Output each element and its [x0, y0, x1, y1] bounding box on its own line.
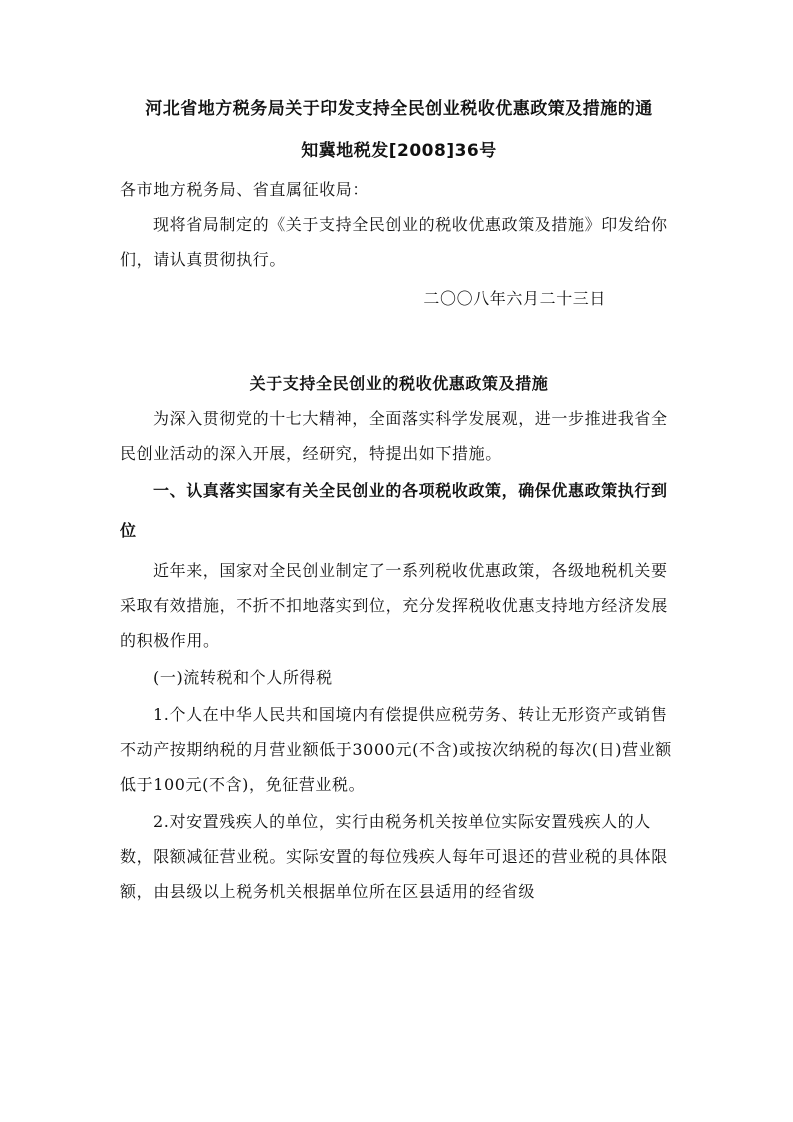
- issue-date: 二〇〇八年六月二十三日: [423, 289, 606, 308]
- subsection-1-heading: (一)流转税和个人所得税: [153, 668, 333, 687]
- document-title: [120, 88, 678, 172]
- intro-paragraph: 现将省局制定的《关于支持全民创业的税收优惠政策及措施》印发给你们，请认真贯彻执行。: [120, 215, 668, 269]
- preamble-paragraph: 为深入贯彻党的十七大精神，全面落实科学发展观，进一步推进我省全民创业活动的深入开展，经研究，特提出如下措施。: [120, 409, 668, 463]
- policy-subtitle: 关于支持全民创业的税收优惠政策及措施: [249, 374, 549, 393]
- document-title-line-1: 河北省地方税务局关于印发支持全民创业税收优惠政策及措施的通: [145, 99, 653, 119]
- section-1-paragraph: 近年来，国家对全民创业制定了一系列税收优惠政策，各级地税机关要采取有效措施，不折不扣地落实到位，充分发挥税收优惠支持地方经济发展的积极作用。: [120, 561, 668, 650]
- item-2-paragraph: 2.对安置残疾人的单位，实行由税务机关按单位实际安置残疾人的人数，限额减征营业税。实际安置的每位残疾人每年可退还的营业税的具体限额，由县级以上税务机关根据单位所在区县适用的经省级: [120, 812, 668, 901]
- document-title-line-2: 知冀地税发[2008]36号: [301, 141, 497, 161]
- section-1-heading: 一、认真落实国家有关全民创业的各项税收政策，确保优惠政策执行到位: [120, 481, 668, 540]
- document-body: [120, 88, 678, 909]
- salutation: 各市地方税务局、省直属征收局：: [120, 180, 370, 199]
- item-1-paragraph: 1.个人在中华人民共和国境内有偿提供应税劳务、转让无形资产或销售不动产按期纳税的月营业额低于3000元(不含)或按次纳税的每次(日)营业额低于100元(不含)，免征营业税。: [120, 705, 672, 794]
